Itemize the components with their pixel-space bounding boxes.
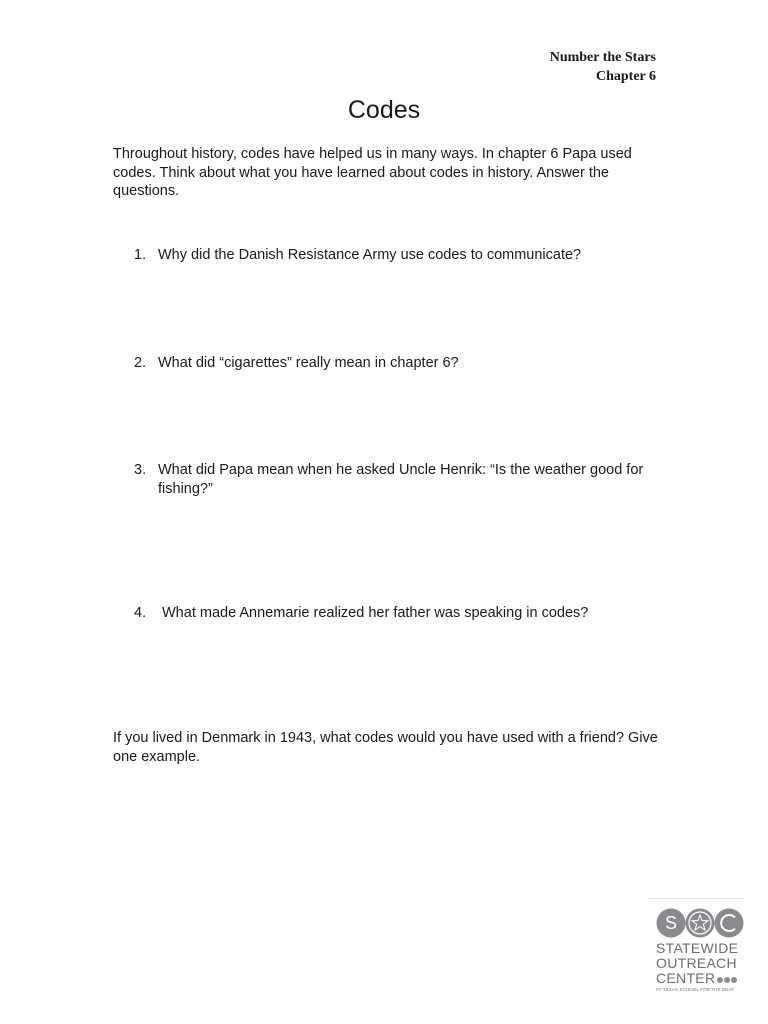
question-3 xyxy=(134,461,664,498)
dots-icon xyxy=(716,972,737,987)
question-text: What did Papa mean when he asked Uncle Henrik: “Is the weather good for fishing?” xyxy=(158,462,644,497)
question-2 xyxy=(134,354,664,373)
question-4 xyxy=(134,604,664,623)
question-text: What made Annemarie realized her father was speaking in codes? xyxy=(162,605,589,621)
closing-paragraph: If you lived in Denmark in 1943, what codes would you have used with a friend? Give one example. xyxy=(113,730,658,765)
soc-circles-icon xyxy=(656,907,746,939)
question-number: 3. xyxy=(134,462,147,478)
soc-logo xyxy=(648,898,744,999)
question-1 xyxy=(134,246,664,265)
logo-line-1: STATEWIDE xyxy=(656,940,739,956)
question-number: 2. xyxy=(134,355,147,371)
logo-tagline: AT TEXAS SCHOOL FOR THE DEAF xyxy=(656,987,735,992)
logo-line-3 xyxy=(656,971,746,987)
question-text: Why did the Danish Resistance Army use codes to communicate? xyxy=(158,247,582,263)
logo-line-2: OUTREACH xyxy=(656,955,737,971)
document-header xyxy=(550,48,656,86)
page-title: Codes xyxy=(347,96,421,124)
chapter-label: Chapter 6 xyxy=(595,69,656,84)
question-number: 4. xyxy=(134,605,147,621)
question-text: What did “cigarettes” really mean in chapter 6? xyxy=(158,355,459,371)
book-title: Number the Stars xyxy=(549,50,656,65)
svg-text:S: S xyxy=(664,913,678,933)
intro-paragraph: Throughout history, codes have helped us in many ways. In chapter 6 Papa used codes. Think about what you have learned about codes in history. Answer the questions. xyxy=(113,146,632,199)
logo-line-3-text: CENTER xyxy=(656,970,716,986)
question-number: 1. xyxy=(134,247,147,263)
